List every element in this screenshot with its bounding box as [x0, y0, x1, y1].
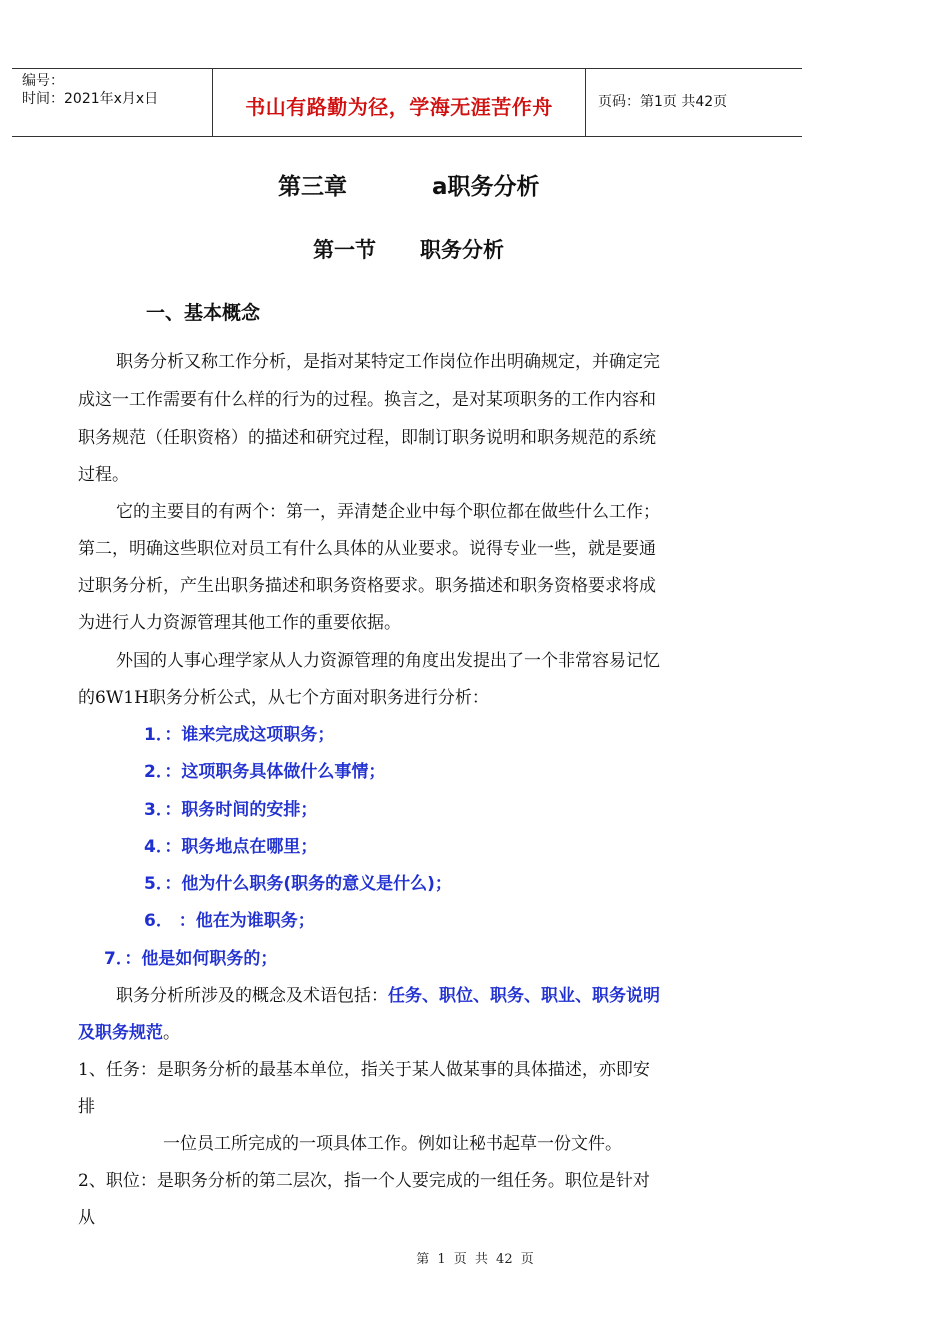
- terms-list-continued: 及职务规范: [78, 1023, 163, 1043]
- paragraph-line: 2、职位：是职务分析的第二层次，指一个人要完成的一组任务。职位是针对: [78, 1171, 650, 1191]
- paragraph-line: 从: [78, 1208, 95, 1228]
- list-item: 2．：这项职务具体做什么事情；: [144, 762, 386, 782]
- paragraph-line: 外国的人事心理学家从人力资源管理的角度出发提出了一个非常容易记忆: [116, 651, 660, 671]
- document-header: [12, 68, 802, 137]
- page-info: 页码：第1页 共42页: [598, 94, 728, 110]
- terms-intro: 职务分析所涉及的概念及术语包括：: [116, 986, 388, 1006]
- header-motto-cell: [213, 69, 586, 136]
- paragraph-line: 一位员工所完成的一项具体工作。例如让秘书起草一份文件。: [163, 1134, 622, 1154]
- paragraph-line: 为进行人力资源管理其他工作的重要依据。: [78, 613, 401, 633]
- paragraph-line: 它的主要目的有两个：第一，弄清楚企业中每个职位都在做些什么工作；: [116, 502, 660, 522]
- header-meta-cell: [12, 69, 213, 136]
- list-item: 3．：职务时间的安排；: [144, 800, 318, 820]
- list-item: 7．：他是如何职务的；: [104, 949, 278, 969]
- paragraph-line: [78, 1018, 180, 1043]
- number-label: 编号：: [22, 73, 64, 89]
- list-item: 5．：他为什么职务(职务的意义是什么)；: [144, 874, 452, 894]
- paragraph-line: 过职务分析，产生出职务描述和职务资格要求。职务描述和职务资格要求将成: [78, 576, 656, 596]
- chapter-title: a职务分析: [432, 174, 540, 200]
- terms-end: 。: [163, 1023, 180, 1043]
- motto: 书山有路勤为径，学海无涯苦作舟: [245, 95, 553, 119]
- section-title: 职务分析: [420, 238, 504, 262]
- list-item: 4．：职务地点在哪里；: [144, 837, 318, 857]
- paragraph-line: 过程。: [78, 465, 129, 485]
- paragraph-line: 职务分析又称工作分析，是指对某特定工作岗位作出明确规定，并确定完: [116, 352, 660, 372]
- paragraph-line: 第二，明确这些职位对员工有什么具体的从业要求。说得专业一些，就是要通: [78, 539, 656, 559]
- header-page-cell: [586, 69, 802, 136]
- section-number: 第一节: [313, 238, 376, 262]
- page-footer: 第 1 页 共 42 页: [416, 1252, 534, 1267]
- terms-list: 任务、职位、职务、职业、职务说明: [388, 986, 660, 1006]
- subheading: 一、基本概念: [146, 302, 261, 324]
- paragraph-line: 职务规范（任职资格）的描述和研究过程，即制订职务说明和职务规范的系统: [78, 428, 656, 448]
- paragraph-line: 排: [78, 1097, 95, 1117]
- time-label: 时间：2021年x月x日: [22, 91, 159, 107]
- chapter-number: 第三章: [278, 174, 347, 200]
- list-item: 6． ：他在为谁职务；: [144, 911, 315, 931]
- paragraph-line: 1、任务：是职务分析的最基本单位，指关于某人做某事的具体描述，亦即安: [78, 1060, 650, 1080]
- list-item: 1．：谁来完成这项职务；: [144, 725, 335, 745]
- paragraph-line: 成这一工作需要有什么样的行为的过程。换言之，是对某项职务的工作内容和: [78, 390, 656, 410]
- paragraph-line: 的6W1H职务分析公式，从七个方面对职务进行分析：: [78, 688, 489, 708]
- paragraph-line: [116, 981, 660, 1006]
